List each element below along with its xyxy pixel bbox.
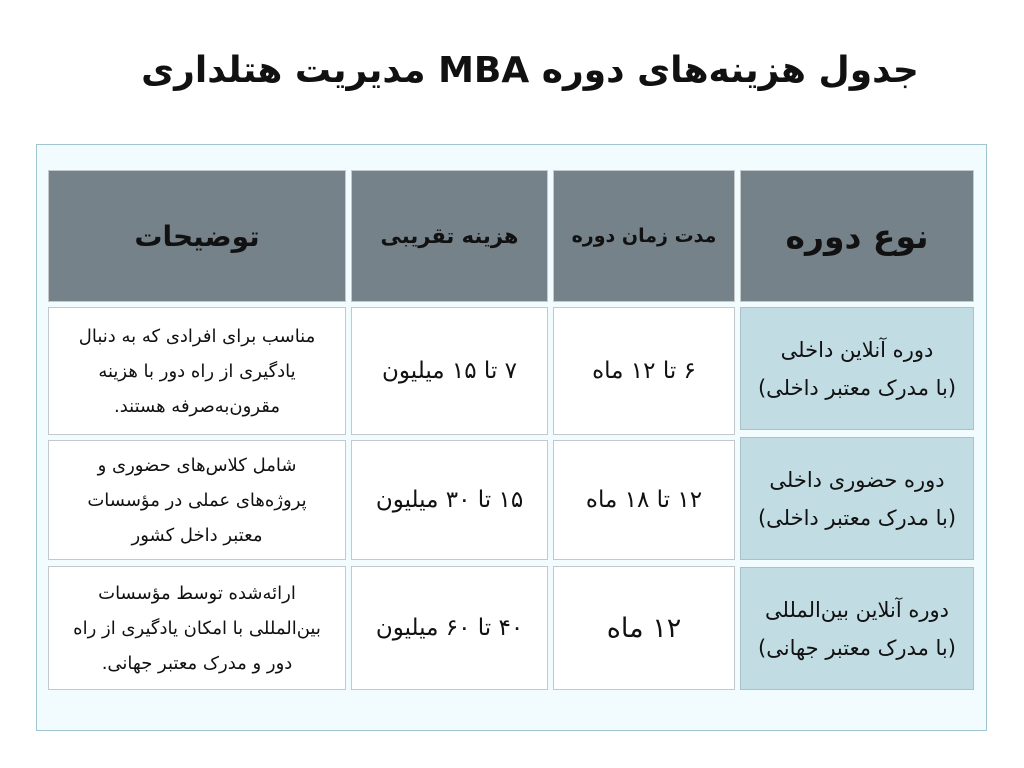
header-notes: توضیحات — [48, 170, 346, 302]
row2-notes-line2: پروژه‌های عملی در مؤسسات — [87, 489, 307, 511]
row2-cost: ۱۵ تا ۳۰ میلیون — [351, 440, 548, 560]
row1-notes-line2: یادگیری از راه دور با هزینه — [98, 360, 296, 382]
header-cost: هزینه تقریبی — [351, 170, 548, 302]
row3-type-certificate: (با مدرک معتبر جهانی) — [758, 635, 956, 660]
row1-type-certificate: (با مدرک معتبر داخلی) — [757, 375, 957, 400]
row1-duration: ۶ تا ۱۲ ماه — [553, 307, 735, 435]
row1-notes — [48, 307, 346, 435]
row2-type-certificate: (با مدرک معتبر داخلی) — [757, 505, 957, 530]
row2-notes — [48, 440, 346, 560]
row3-duration: ۱۲ ماه — [553, 566, 735, 690]
row3-cost: ۴۰ تا ۶۰ میلیون — [351, 566, 548, 690]
row1-cost: ۷ تا ۱۵ میلیون — [351, 307, 548, 435]
row3-type — [740, 567, 974, 690]
row2-type — [740, 437, 974, 560]
row2-notes-line1: شامل کلاس‌های حضوری و — [97, 454, 297, 476]
row1-type — [740, 307, 974, 430]
row2-duration: ۱۲ تا ۱۸ ماه — [553, 440, 735, 560]
row1-notes-line1: مناسب برای افرادی که به دنبال — [78, 325, 316, 347]
row3-type-name: دوره آنلاین بین‌المللی — [765, 597, 949, 622]
row2-type-name: دوره حضوری داخلی — [769, 467, 945, 492]
row3-notes-line3: دور و مدرک معتبر جهانی. — [101, 652, 293, 674]
header-duration: مدت زمان دوره — [553, 170, 735, 302]
page-title: جدول هزینه‌های دوره MBA مدیریت هتلداری — [141, 50, 919, 91]
header-type: نوع دوره — [740, 170, 974, 302]
row3-notes-line2: بین‌المللی با امکان یادگیری از راه — [73, 617, 321, 639]
row1-type-name: دوره آنلاین داخلی — [780, 337, 934, 362]
row1-notes-line3: مقرون‌به‌صرفه هستند. — [113, 395, 281, 417]
row2-notes-line3: معتبر داخل کشور — [131, 524, 263, 546]
row3-notes-line1: ارائه‌شده توسط مؤسسات — [98, 582, 296, 604]
row3-notes — [48, 566, 346, 690]
